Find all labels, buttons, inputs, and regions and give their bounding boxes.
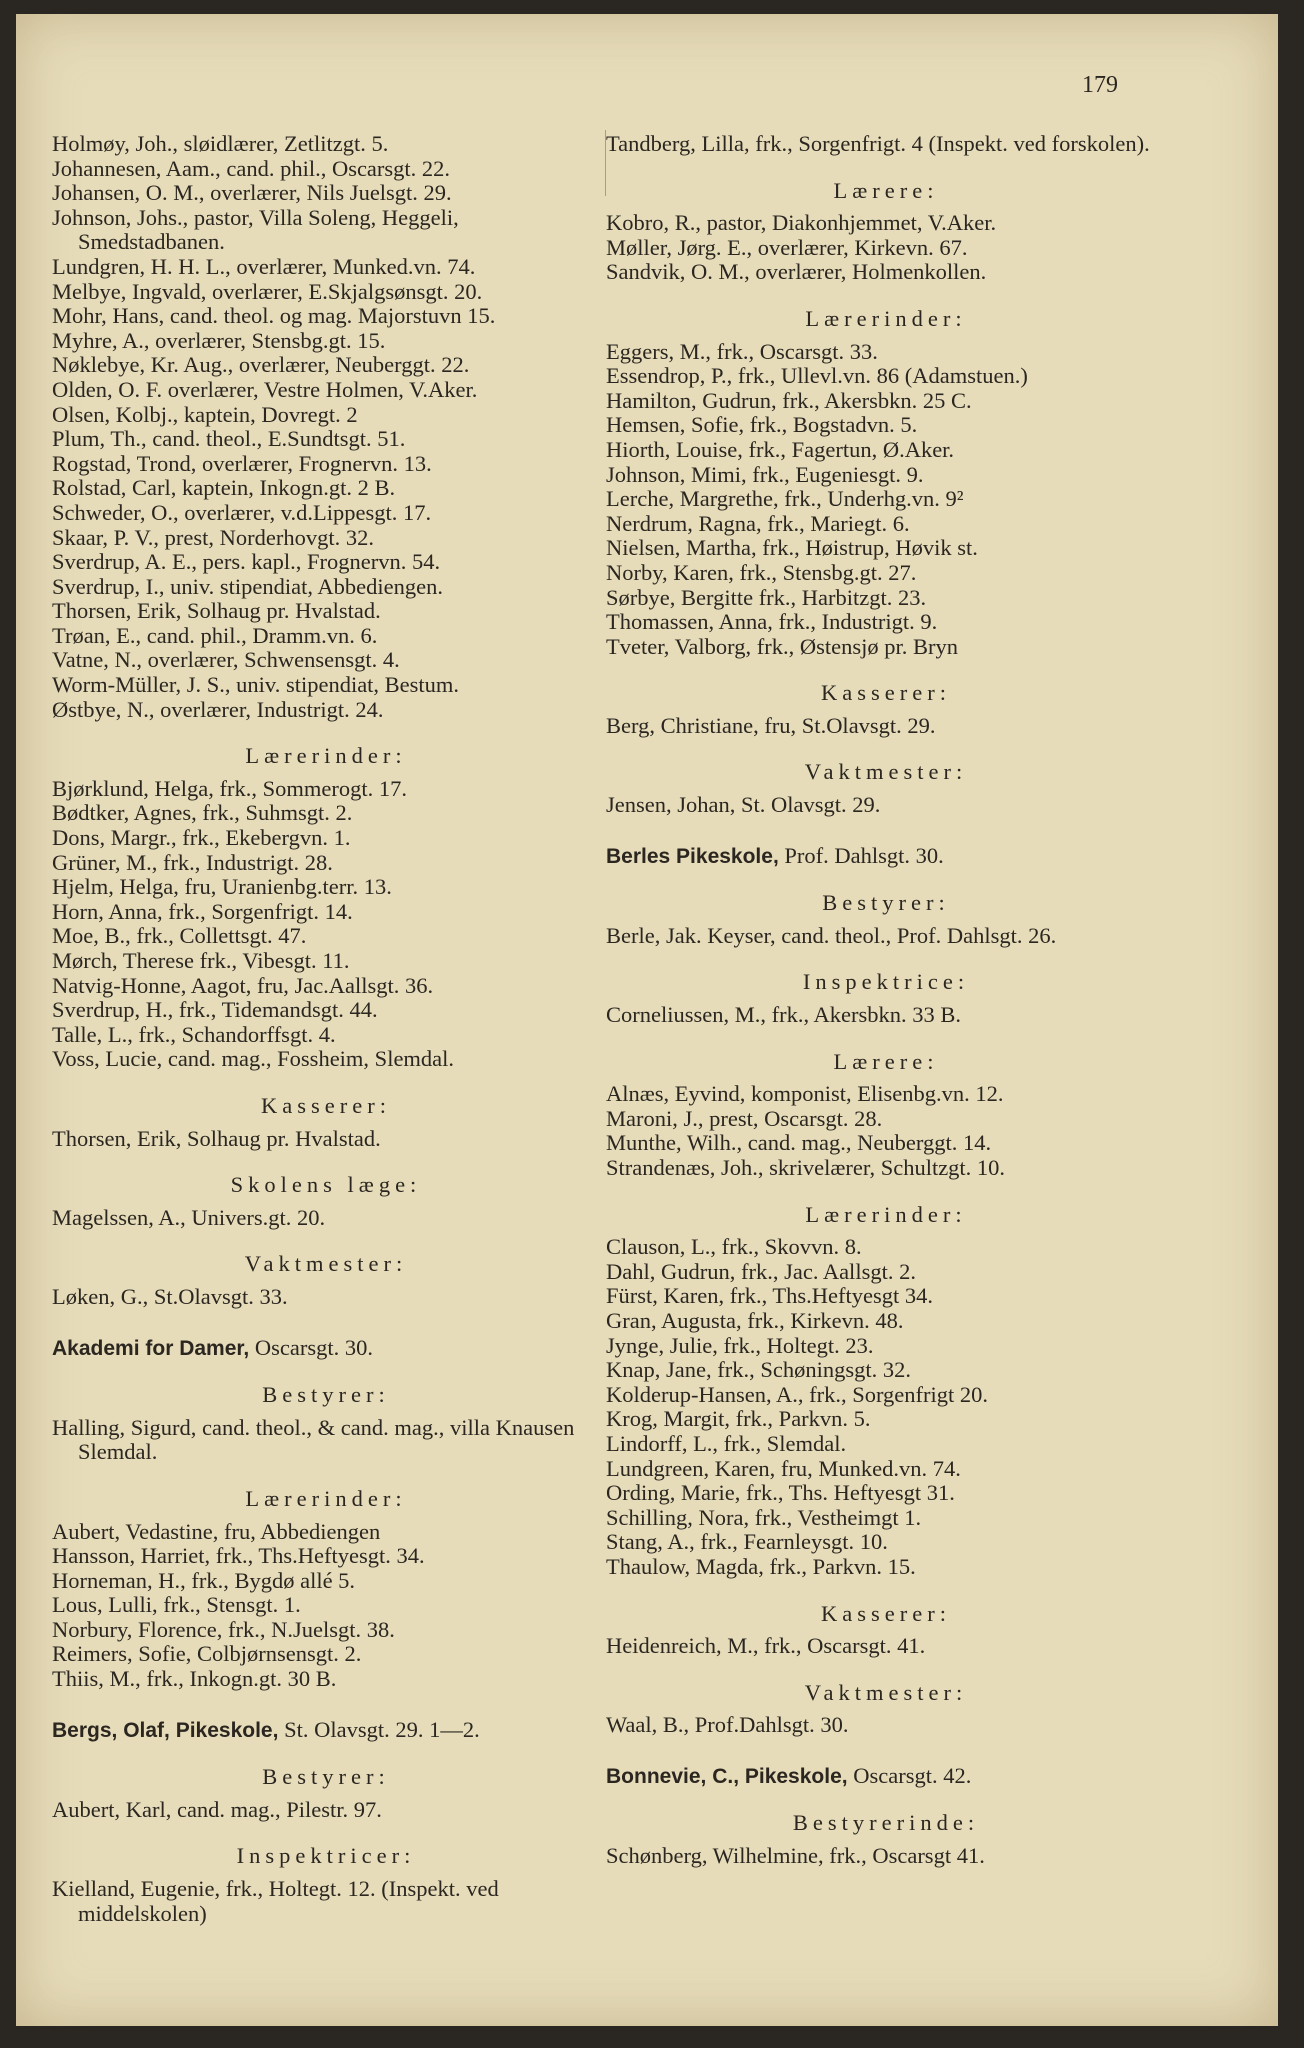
directory-entry: Skaar, P. V., prest, Norderhovgt. 32. xyxy=(52,524,374,550)
directory-entry: Dons, Margr., frk., Ekebergvn. 1. xyxy=(52,825,351,851)
school-heading xyxy=(52,1336,600,1362)
directory-entry: Jensen, Johan, St. Olavsgt. 29. xyxy=(606,792,881,818)
directory-entry: Hamilton, Gudrun, frk., Akersbkn. 25 C. xyxy=(606,387,972,413)
directory-entry: Schilling, Nora, frk., Vestheimgt 1. xyxy=(606,1504,922,1530)
directory-entry: Dahl, Gudrun, frk., Jac. Aallsgt. 2. xyxy=(606,1258,916,1284)
section-heading: Kasserer: xyxy=(821,680,951,706)
section-heading: Lærerinder: xyxy=(245,743,407,769)
directory-entry: Bjørklund, Helga, frk., Sommerogt. 17. xyxy=(52,775,407,801)
school-address: Oscarsgt. 42. xyxy=(847,1762,972,1788)
directory-entry: Nøklebye, Kr. Aug., overlærer, Neuberggt. 22. xyxy=(52,352,470,378)
directory-entry: Fürst, Karen, frk., Ths.Heftyesgt 34. xyxy=(606,1283,934,1309)
section-heading: Lærerinder: xyxy=(805,305,967,331)
school-heading xyxy=(606,844,1166,870)
directory-entry: Alnæs, Eyvind, komponist, Elisenbg.vn. 12. xyxy=(606,1081,1004,1107)
section-heading: Bestyrerinde: xyxy=(792,1810,980,1836)
directory-entry: Johnson, Johs., pastor, Villa Soleng, Heggeli, Smedstadbanen. xyxy=(52,204,459,255)
directory-entry: Tveter, Valborg, frk., Østensjø pr. Bryn xyxy=(606,633,958,659)
directory-entry: Halling, Sigurd, cand. theol., & cand. mag., villa Knausen Slemdal. xyxy=(52,1414,575,1465)
directory-entry: Lundgren, H. H. L., overlærer, Munked.vn. 74. xyxy=(52,253,476,279)
directory-entry: Strandenæs, Joh., skrivelærer, Schultzgt. 10. xyxy=(606,1155,1006,1180)
directory-entry: Trøan, E., cand. phil., Dramm.vn. 6. xyxy=(52,622,378,648)
school-heading xyxy=(52,1718,600,1744)
directory-entry: Hansson, Harriet, frk., Ths.Heftyesgt. 34. xyxy=(52,1543,425,1569)
directory-entry: Norbury, Florence, frk., N.Juelsgt. 38. xyxy=(52,1616,395,1642)
directory-entry: Sørbye, Bergitte frk., Harbitzgt. 23. xyxy=(606,584,927,610)
directory-entry: Lundgreen, Karen, fru, Munked.vn. 74. xyxy=(606,1455,961,1481)
directory-entry: Jynge, Julie, frk., Holtegt. 23. xyxy=(606,1332,874,1358)
section-heading: Inspektrice: xyxy=(802,969,970,995)
directory-entry: Magelssen, A., Univers.gt. 20. xyxy=(52,1204,326,1230)
directory-entry: Aubert, Vedastine, fru, Abbediengen xyxy=(52,1518,381,1544)
directory-entry: Thaulow, Magda, frk., Parkvn. 15. xyxy=(606,1553,916,1579)
section-heading: Lærere: xyxy=(833,1048,939,1074)
left-column xyxy=(52,132,600,1926)
directory-entry: Thorsen, Erik, Solhaug pr. Hvalstad. xyxy=(52,1125,381,1151)
directory-entry: Johnson, Mimi, frk., Eugeniesgt. 9. xyxy=(606,461,924,487)
directory-entry: Johansen, O. M., overlærer, Nils Juelsgt. 29. xyxy=(52,180,452,206)
right-column xyxy=(606,132,1166,1869)
school-address: Prof. Dahlsgt. 30. xyxy=(778,842,944,868)
directory-entry: Stang, A., frk., Fearnleysgt. 10. xyxy=(606,1529,888,1555)
directory-entry: Plum, Th., cand. theol., E.Sundtsgt. 51. xyxy=(52,426,406,452)
directory-entry: Myhre, A., overlærer, Stensbg.gt. 15. xyxy=(52,327,386,353)
directory-entry: Norby, Karen, frk., Stensbg.gt. 27. xyxy=(606,559,917,585)
directory-entry: Lindorff, L., frk., Slemdal. xyxy=(606,1430,847,1456)
directory-entry: Vatne, N., overlærer, Schwensensgt. 4. xyxy=(52,647,400,673)
section-heading: Lærerinder: xyxy=(245,1485,407,1511)
section-heading: Vaktmester: xyxy=(244,1251,408,1277)
directory-entry: Kobro, R., pastor, Diakonhjemmet, V.Aker. xyxy=(606,210,997,236)
section-heading: Bestyrer: xyxy=(262,1764,390,1790)
directory-entry: Olsen, Kolbj., kaptein, Dovregt. 2 xyxy=(52,401,358,427)
school-name: Bergs, Olaf, Pikeskole, xyxy=(52,1718,279,1742)
school-address: Oscarsgt. 30. xyxy=(249,1334,373,1360)
directory-entry: Sverdrup, H., frk., Tidemandsgt. 44. xyxy=(52,997,378,1023)
directory-entry: Thiis, M., frk., Inkogn.gt. 30 B. xyxy=(52,1666,337,1692)
page-number: 179 xyxy=(1082,72,1118,98)
directory-entry: Melbye, Ingvald, overlærer, E.Skjalgsønsgt. 20. xyxy=(52,278,483,304)
directory-entry: Østbye, N., overlærer, Industrigt. 24. xyxy=(52,696,384,722)
directory-page xyxy=(16,14,1278,2026)
section-heading: Vaktmester: xyxy=(804,1679,968,1705)
directory-entry: Schweder, O., overlærer, v.d.Lippesgt. 17. xyxy=(52,499,432,525)
section-heading: Lærere: xyxy=(833,177,939,203)
section-heading: Kasserer: xyxy=(821,1600,951,1626)
directory-entry: Schønberg, Wilhelmine, frk., Oscarsgt 41. xyxy=(606,1843,985,1869)
directory-entry: Thomassen, Anna, frk., Industrigt. 9. xyxy=(606,609,938,635)
directory-entry: Rolstad, Carl, kaptein, Inkogn.gt. 2 B. xyxy=(52,475,396,501)
directory-entry: Clauson, L., frk., Skovvn. 8. xyxy=(606,1234,862,1260)
directory-entry: Løken, G., St.Olavsgt. 33. xyxy=(52,1283,288,1309)
directory-entry: Ording, Marie, frk., Ths. Heftyesgt 31. xyxy=(606,1480,955,1506)
directory-entry: Aubert, Karl, cand. mag., Pilestr. 97. xyxy=(52,1796,382,1822)
directory-entry: Olden, O. F. overlærer, Vestre Holmen, V.Aker. xyxy=(52,376,478,402)
directory-entry: Gran, Augusta, frk., Kirkevn. 48. xyxy=(606,1307,904,1333)
directory-entry: Knap, Jane, frk., Schøningsgt. 32. xyxy=(606,1357,911,1383)
directory-entry: Nielsen, Martha, frk., Høistrup, Høvik st. xyxy=(606,535,978,561)
directory-entry: Tandberg, Lilla, frk., Sorgenfrigt. 4 (Inspekt. ved forskolen). xyxy=(606,131,1150,156)
section-heading: Bestyrer: xyxy=(822,890,950,916)
directory-entry: Horn, Anna, frk., Sorgenfrigt. 14. xyxy=(52,898,353,924)
section-heading: Skolens læge: xyxy=(230,1172,422,1198)
directory-entry: Holmøy, Joh., sløidlærer, Zetlitzgt. 5. xyxy=(52,131,389,156)
directory-entry: Hiorth, Louise, frk., Fagertun, Ø.Aker. xyxy=(606,436,955,462)
directory-entry: Munthe, Wilh., cand. mag., Neuberggt. 14. xyxy=(606,1130,992,1156)
directory-entry: Mohr, Hans, cand. theol. og mag. Majorstuvn 15. xyxy=(52,303,496,329)
directory-entry: Sverdrup, A. E., pers. kapl., Frognervn. 54. xyxy=(52,549,441,575)
directory-entry: Talle, L., frk., Schandorffsgt. 4. xyxy=(52,1021,336,1047)
directory-entry: Moe, B., frk., Collettsgt. 47. xyxy=(52,923,307,949)
directory-entry: Reimers, Sofie, Colbjørnsensgt. 2. xyxy=(52,1641,362,1667)
directory-entry: Eggers, M., frk., Oscarsgt. 33. xyxy=(606,338,878,364)
directory-entry: Hemsen, Sofie, frk., Bogstadvn. 5. xyxy=(606,412,918,438)
directory-entry: Sandvik, O. M., overlærer, Holmenkollen. xyxy=(606,259,987,285)
directory-entry: Heidenreich, M., frk., Oscarsgt. 41. xyxy=(606,1633,926,1659)
directory-entry: Lerche, Margrethe, frk., Underhg.vn. 9² xyxy=(606,486,964,512)
directory-entry: Kolderup-Hansen, A., frk., Sorgenfrigt 20. xyxy=(606,1381,989,1407)
directory-entry: Horneman, H., frk., Bygdø allé 5. xyxy=(52,1567,356,1593)
directory-entry: Hjelm, Helga, fru, Uranienbg.terr. 13. xyxy=(52,874,392,900)
school-address: St. Olavsgt. 29. 1—2. xyxy=(278,1716,480,1742)
directory-entry: Bødtker, Agnes, frk., Suhmsgt. 2. xyxy=(52,800,353,826)
school-name: Akademi for Damer, xyxy=(52,1336,250,1360)
directory-entry: Natvig-Honne, Aagot, fru, Jac.Aallsgt. 36. xyxy=(52,972,434,998)
directory-entry: Grüner, M., frk., Industrigt. 28. xyxy=(52,849,333,875)
directory-entry: Lous, Lulli, frk., Stensgt. 1. xyxy=(52,1592,301,1618)
directory-entry: Maroni, J., prest, Oscarsgt. 28. xyxy=(606,1105,883,1131)
directory-entry: Johannesen, Aam., cand. phil., Oscarsgt. 22. xyxy=(52,155,451,181)
school-heading xyxy=(606,1764,1166,1790)
directory-entry: Mørch, Therese frk., Vibesgt. 11. xyxy=(52,948,350,973)
section-heading: Inspektricer: xyxy=(236,1843,416,1869)
directory-entry: Kielland, Eugenie, frk., Holtegt. 12. (Inspekt. ved middelskolen) xyxy=(52,1876,499,1926)
section-heading: Vaktmester: xyxy=(804,759,968,785)
directory-entry: Rogstad, Trond, overlærer, Frognervn. 13. xyxy=(52,450,432,476)
directory-entry: Nerdrum, Ragna, frk., Mariegt. 6. xyxy=(606,510,910,536)
section-heading: Bestyrer: xyxy=(262,1382,390,1408)
directory-entry: Berle, Jak. Keyser, cand. theol., Prof. Dahlsgt. 26. xyxy=(606,922,1057,948)
directory-entry: Møller, Jørg. E., overlærer, Kirkevn. 67. xyxy=(606,234,968,260)
section-heading: Lærerinder: xyxy=(805,1201,967,1227)
directory-entry: Essendrop, P., frk., Ullevl.vn. 86 (Adamstuen.) xyxy=(606,363,1028,389)
school-name: Bonnevie, C., Pikeskole, xyxy=(606,1764,848,1788)
school-name: Berles Pikeskole, xyxy=(606,844,779,868)
directory-entry: Voss, Lucie, cand. mag., Fossheim, Slemdal. xyxy=(52,1046,455,1072)
section-heading: Kasserer: xyxy=(261,1092,391,1118)
directory-entry: Sverdrup, I., univ. stipendiat, Abbediengen. xyxy=(52,573,443,599)
directory-entry: Thorsen, Erik, Solhaug pr. Hvalstad. xyxy=(52,598,381,624)
directory-entry: Berg, Christiane, fru, St.Olavsgt. 29. xyxy=(606,712,936,738)
directory-entry: Waal, B., Prof.Dahlsgt. 30. xyxy=(606,1712,849,1738)
directory-entry: Krog, Margit, frk., Parkvn. 5. xyxy=(606,1406,871,1432)
directory-entry: Corneliussen, M., frk., Akersbkn. 33 B. xyxy=(606,1002,961,1028)
directory-entry: Worm-Müller, J. S., univ. stipendiat, Bestum. xyxy=(52,672,460,698)
